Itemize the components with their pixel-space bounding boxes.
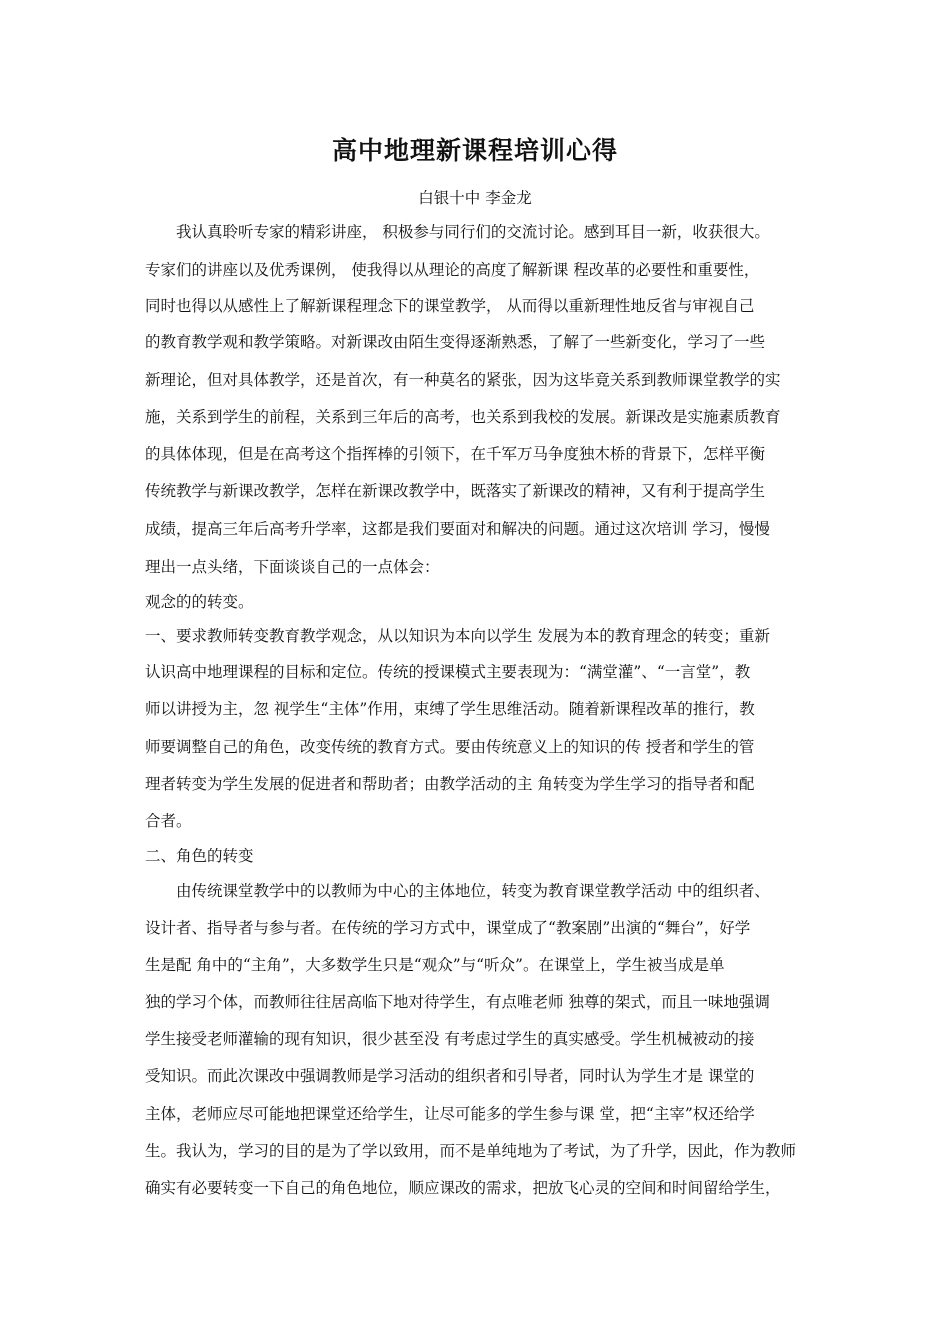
text-line: 新理论，但对具体教学，还是首次，有一种莫名的紧张，因为这毕竟关系到教师课堂教学的实 (145, 371, 781, 389)
document-author: 白银十中 李金龙 (418, 189, 532, 207)
text-line: 师要调整自己的角色，改变传统的教育方式。要由传统意义上的知识的传 授者和学生的管 (145, 738, 755, 756)
document-title: 高中地理新课程培训心得 (331, 136, 618, 165)
text-line: 受知识。而此次课改中强调教师是学习活动的组织者和引导者，同时认为学生才是 课堂的 (145, 1067, 755, 1085)
text-line: 的具体体现，但是在高考这个指挥棒的引领下，在千军万马争度独木桥的背景下，怎样平衡 (145, 445, 766, 463)
text-line: 设计者、指导者与参与者。在传统的学习方式中，课堂成了“教案剧”出演的“舞台”，好学 (145, 919, 751, 937)
text-line: 合者。 (145, 812, 192, 830)
text-line: 的教育教学观和教学策略。对新课改由陌生变得逐渐熟悉，了解了一些新变化，学习了一些 (145, 333, 766, 351)
section-heading: 观念的的转变。 (145, 593, 254, 611)
text-line: 成绩，提高三年后高考升学率，这都是我们要面对和解决的问题。通过这次培训 学习，慢慢 (145, 520, 770, 538)
text-line: 独的学习个体，而教师往往居高临下地对待学生，有点唯老师 独尊的架式，而且一味地强调 (145, 993, 770, 1011)
section-heading: 二、角色的转变 (145, 847, 254, 865)
text-line: 同时也得以从感性上了解新课程理念下的课堂教学， 从而得以重新理性地反省与审视自己 (145, 297, 755, 315)
text-line: 施，关系到学生的前程，关系到三年后的高考，也关系到我校的发展。新课改是实施素质教育 (145, 408, 781, 426)
text-line: 传统教学与新课改教学，怎样在新课改教学中，既落实了新课改的精神，又有利于提高学生 (145, 482, 766, 500)
text-line: 学生接受老师灌输的现有知识，很少甚至没 有考虑过学生的真实感受。学生机械被动的接 (145, 1030, 755, 1048)
text-line: 理出一点头绪，下面谈谈自己的一点体会： (145, 558, 440, 576)
text-line: 一、要求教师转变教育教学观念，从以知识为本向以学生 发展为本的教育理念的转变；重新 (145, 627, 770, 645)
text-line: 理者转变为学生发展的促进者和帮助者；由教学活动的主 角转变为学生学习的指导者和配 (145, 775, 755, 793)
text-line: 主体，老师应尽可能地把课堂还给学生，让尽可能多的学生参与课 堂，把“主宰”权还给学 (145, 1105, 755, 1123)
text-line: 师以讲授为主，忽 视学生“主体”作用，束缚了学生思维活动。随着新课程改革的推行，教 (145, 700, 755, 718)
text-line: 专家们的讲座以及优秀课例， 使我得以从理论的高度了解新课 程改革的必要性和重要性， (145, 261, 760, 279)
text-line: 确实有必要转变一下自己的角色地位，顺应课改的需求，把放飞心灵的空间和时间留给学生， (145, 1179, 781, 1197)
text-line: 生是配 角中的“主角”，大多数学生只是“观众”与“听众”。在课堂上，学生被当成是单 (145, 956, 725, 974)
text-line: 我认真聆听专家的精彩讲座， 积极参与同行们的交流讨论。感到耳目一新，收获很大。 (176, 223, 770, 241)
text-line: 认识高中地理课程的目标和定位。传统的授课模式主要表现为：“满堂灌”、“一言堂”，教 (145, 663, 751, 681)
text-line: 生。我认为，学习的目的是为了学以致用，而不是单纯地为了考试，为了升学，因此，作为教师 (145, 1142, 797, 1160)
text-line: 由传统课堂教学中的以教师为中心的主体地位，转变为教育课堂教学活动 中的组织者、 (176, 882, 770, 900)
